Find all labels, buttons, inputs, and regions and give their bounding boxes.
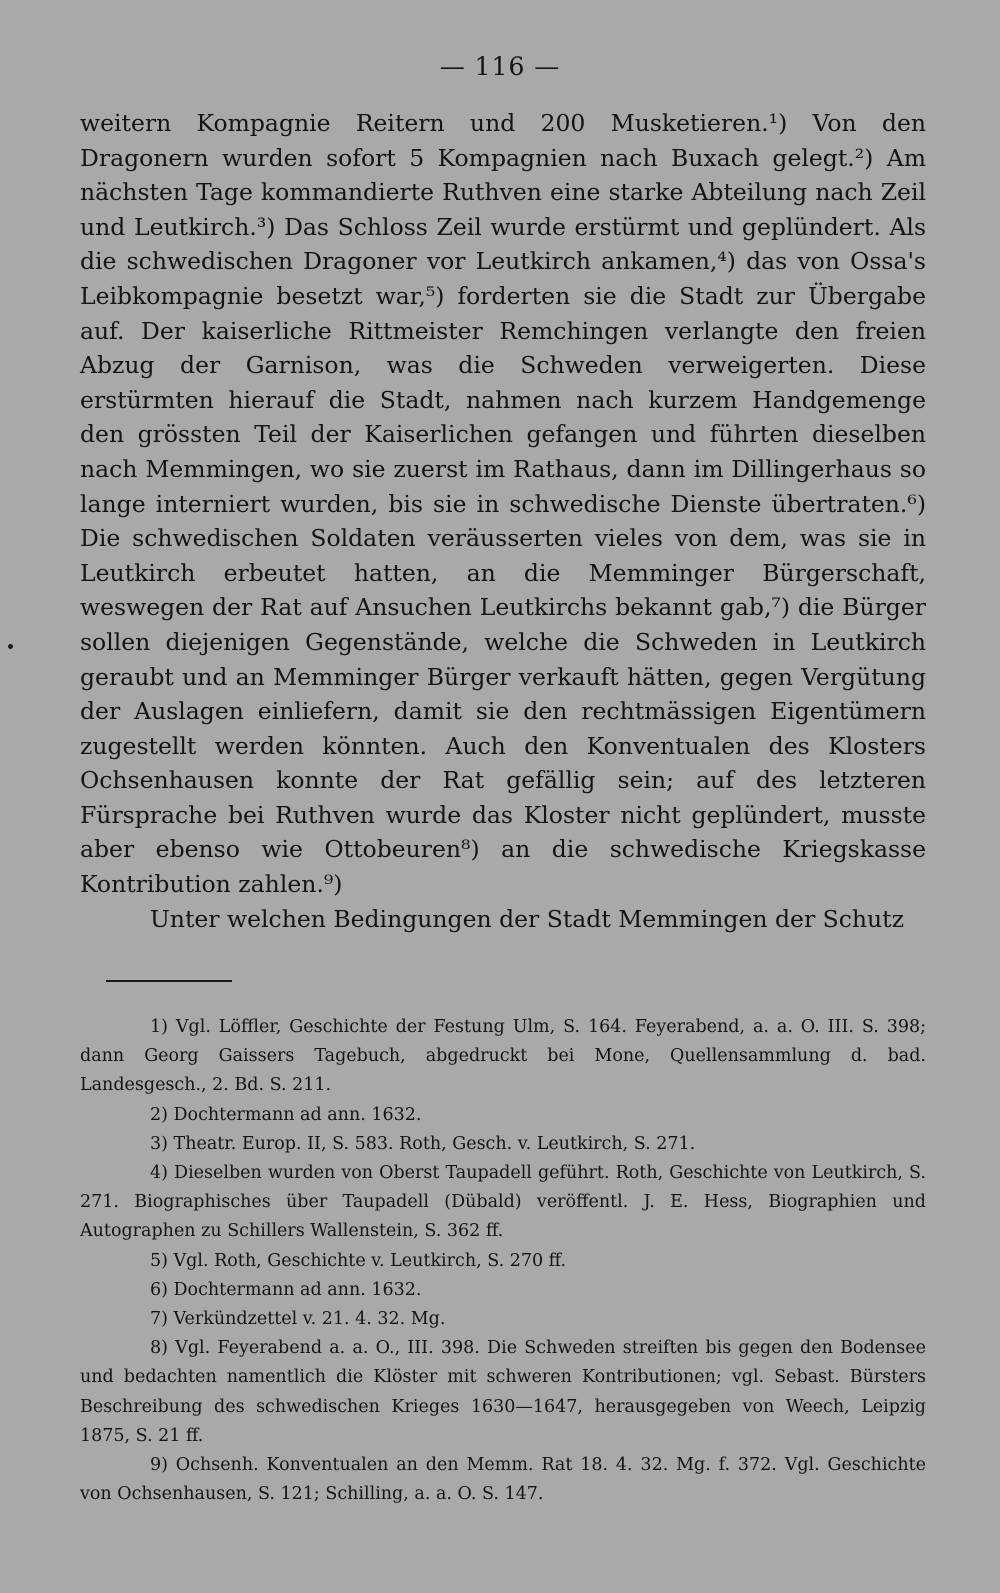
- main-text: [80, 106, 926, 936]
- page-number: — 116 —: [439, 52, 561, 81]
- footnote-separator: [106, 980, 232, 982]
- footnote-9: 9) Ochsenh. Konventualen an den Memm. Rat 18. 4. 32. Mg. f. 372. Vgl. Geschichte von Ochsenhausen, S. 121; Schilling, a. a. O. S. 147.: [80, 1455, 926, 1505]
- footnote-1: 1) Vgl. Löffler, Geschichte der Festung Ulm, S. 164. Feyerabend, a. a. O. III. S. 398; dann Georg Gaissers Tagebuch, abgedruckt bei Mone, Quellensammlung d. bad. Landesgesch., 2. Bd. S. 211.: [80, 1017, 926, 1096]
- footnote-2: 2) Dochtermann ad ann. 1632.: [150, 1104, 422, 1125]
- footnote-3: 3) Theatr. Europ. II, S. 583. Roth, Gesch. v. Leutkirch, S. 271.: [150, 1133, 696, 1154]
- footnote-8: 8) Vgl. Feyerabend a. a. O., III. 398. Die Schweden streiften bis gegen den Bodensee und bedachten namentlich die Klöster mit schweren Kontributionen; vgl. Sebast. Bürsters Beschreibung des schwedischen Krieges 1630—1647, herausgegeben von Weech, Leipzig 1875, S. 21 ff.: [80, 1338, 926, 1446]
- footnote-4: 4) Dieselben wurden von Oberst Taupadell geführt. Roth, Geschichte von Leutkirch, S. 271. Biographisches über Taupadell (Dübald) veröffentl. J. E. Hess, Biographien und Autographen zu Schillers Wallenstein, S. 362 ff.: [80, 1163, 926, 1242]
- footnote-6: 6) Dochtermann ad ann. 1632.: [150, 1279, 422, 1300]
- footnotes: [80, 1013, 926, 1509]
- footnote-7: 7) Verkündzettel v. 21. 4. 32. Mg.: [150, 1309, 446, 1330]
- margin-mark: [8, 644, 13, 649]
- body-paragraph: weitern Kompagnie Reitern und 200 Musketieren.¹) Von den Dragonern wurden sofort 5 Kompagnien nach Buxach gelegt.²) Am nächsten Tage kommandierte Ruthven eine starke Abteilung nach Zeil und Leutkirch.³) Das Schloss Zeil wurde erstürmt und geplündert. Als die schwedischen Dragoner vor Leutkirch ankamen,⁴) das von Ossa's Leibkompagnie besetzt war,⁵) forderten sie die Stadt zur Übergabe auf. Der kaiserliche Rittmeister Remchingen verlangte den freien Abzug der Garnison, was die Schweden verweigerten. Diese erstürmten hierauf die Stadt, nahmen nach kurzem Handgemenge den grössten Teil der Kaiserlichen gefangen und führten dieselben nach Memmingen, wo sie zuerst im Rathaus, dann im Dillingerhaus so lange interniert wurden, bis sie in schwedische Dienste übertraten.⁶) Die schwedischen Soldaten veräusserten vieles von dem, was sie in Leutkirch erbeutet hatten, an die Memminger Bürgerschaft, weswegen der Rat auf Ansuchen Leutkirchs bekannt gab,⁷) die Bürger sollen diejenigen Gegenstände, welche die Schweden in Leutkirch geraubt und an Memminger Bürger verkauft hätten, gegen Vergütung der Auslagen einliefern, damit sie den rechtmässigen Eigentümern zugestellt werden könnten. Auch den Konventualen des Klosters Ochsenhausen konnte der Rat gefällig sein; auf des letzteren Fürsprache bei Ruthven wurde das Kloster nicht geplündert, musste aber ebenso wie Ottobeuren⁸) an die schwedische Kriegskasse Kontribution zahlen.⁹): [80, 109, 926, 899]
- body-paragraph: Unter welchen Bedingungen der Stadt Memmingen der Schutz: [150, 904, 904, 933]
- footnote-5: 5) Vgl. Roth, Geschichte v. Leutkirch, S. 270 ff.: [150, 1250, 567, 1271]
